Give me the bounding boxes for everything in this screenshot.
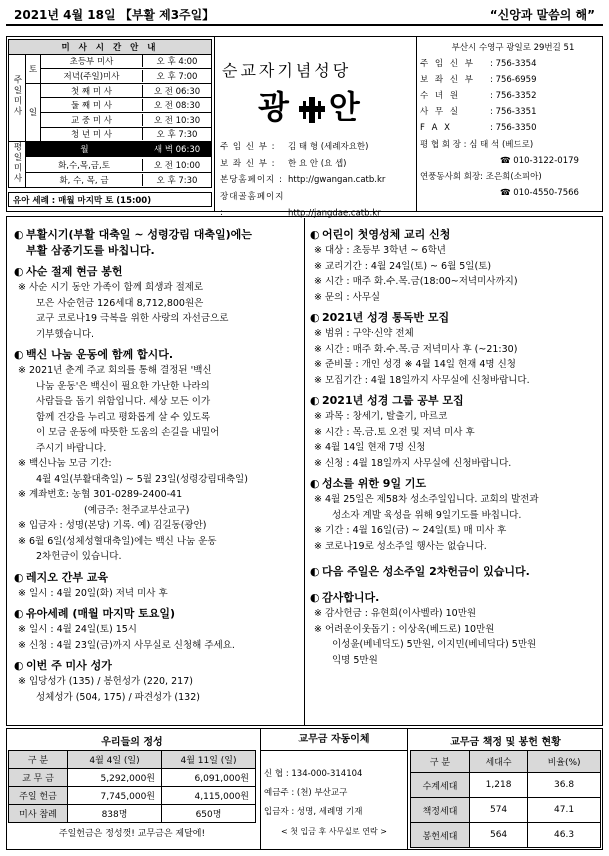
mass-name: 청 년 미 사 — [41, 128, 143, 140]
top-divider-2 — [416, 36, 417, 212]
mass-time: 오 전 06:30 — [153, 86, 201, 97]
offering-title: 우리들의 정성 — [101, 736, 163, 748]
bullet-icon: ◐ — [14, 570, 24, 584]
bottom-divider-1 — [260, 728, 261, 850]
bullet-icon: ◐ — [310, 394, 320, 407]
column-header: 4월 11일 (일) — [162, 751, 256, 769]
church-name: 순교자기념성당 — [222, 61, 352, 80]
section-vocation-prayer: ◐ 성소를 위한 9일 기도 — [310, 477, 427, 490]
header-divider — [6, 24, 603, 26]
bulletin-date: 2021년 4월 18일 【부활 제3주일】 — [14, 8, 215, 22]
table-row: 교 무 금 5,292,000원 6,091,000원 — [9, 769, 256, 787]
section-lent-offering: ◐ 사순 절제 현금 봉헌 — [14, 265, 123, 278]
table-row: 책정세대 574 47.1 — [411, 798, 601, 823]
table-row: 봉헌세대 564 46.3 — [411, 823, 601, 848]
bullet-icon: ◐ — [14, 228, 24, 241]
president: 평 협 회 장 : 심 태 석 (베드로) — [420, 139, 534, 150]
section-next-sunday: ◐ 다음 주일은 성소주일 2차헌금이 있습니다. — [310, 565, 530, 578]
mass-name: 화,수,목,금,토 — [26, 159, 143, 171]
section-thanks: ◐ 감사합니다. — [310, 591, 380, 604]
top-divider-1 — [214, 36, 215, 212]
bullet-icon: ◐ — [14, 265, 24, 278]
weekday-mass-label: 평일미사 — [9, 142, 26, 188]
church-staff-list — [220, 139, 385, 222]
contact-row: 사 무 실 : 756-3351 — [420, 107, 537, 118]
bullet-icon: ◐ — [14, 607, 24, 620]
mass-name: 화, 수, 목, 금 — [26, 174, 143, 186]
mass-time: 오 후 4:00 — [156, 57, 198, 68]
bullet-icon: ◐ — [310, 228, 320, 241]
offering-footer: 주일헌금은 정성껏! 교무금은 제달에! — [58, 828, 206, 839]
sunday-mass-label: 주일미사 — [9, 54, 26, 142]
mass-time: 오 전 08:30 — [153, 101, 201, 112]
infant-baptism-note: 유아 세례 : 매월 마지막 토 (15:00) — [8, 192, 212, 207]
section-hymns: ◐ 이번 주 미사 성가 — [14, 659, 112, 672]
section-legio-training: ◐ 레지오 간부 교육 — [14, 570, 109, 584]
church-title: 광 안 — [258, 88, 366, 126]
sunday-label: 일 — [26, 83, 41, 141]
transfer-depositor: 입금자 : 성명, 세례명 기재 — [264, 807, 363, 817]
section-bible-reading: ◐ 2021년 성경 통독반 모집 — [310, 311, 450, 324]
transfer-title: 교무금 자동이체 — [298, 734, 370, 745]
column-header: 세대수 — [470, 751, 528, 773]
bullet-icon: ◐ — [310, 565, 320, 578]
transfer-note: < 첫 입금 후 사무실로 연락 > — [281, 827, 387, 836]
mass-name: 둘 째 미 사 — [41, 99, 143, 111]
mass-name: 초등부 미사 — [41, 55, 143, 67]
section-bible-study: ◐ 2021년 성경 그룹 공부 모집 — [310, 394, 464, 407]
bulletin-motto: “신앙과 말씀의 해” — [489, 8, 595, 22]
mass-time: 오 전 10:00 — [153, 160, 201, 171]
president-phone: ☎ 010-3122-0179 — [500, 155, 579, 166]
column-divider — [304, 218, 305, 726]
offering-table — [8, 730, 256, 841]
homepage-row: 장대골홈페이지 : http://jangdae.catb.kr — [220, 191, 381, 218]
address: 부산시 수영구 광일로 29번길 51 — [451, 43, 575, 53]
mass-schedule-table — [8, 39, 212, 188]
mass-name: 저녁(주일)미사 — [41, 70, 143, 82]
mass-schedule-title: 미 사 시 간 안 내 — [9, 40, 212, 55]
contact-row: 수 녀 원 : 756-3352 — [420, 91, 537, 102]
mass-time: 새 벽 06:30 — [153, 145, 201, 156]
mass-name: 첫 째 미 사 — [41, 85, 143, 97]
mass-time: 오 전 10:30 — [153, 115, 201, 126]
bullet-icon: ◐ — [310, 591, 320, 604]
column-header: 4월 4일 (일) — [68, 751, 162, 769]
table-row: 수계세대 1,218 36.8 — [411, 773, 601, 798]
right-column: ◐ 어린이 첫영성체 교리 신청 ※ 대상 : 초등부 3학년 ~ 6학년 ※ 교리기간 : 4월 24일(토) ~ 6월 5일(토) ※ 시간 : 매주 화.수.목.금(18:00~저녁미사까지) ※ 문의 : 사무실 ◐ 2021년 성경 통독반 모집 ※ 범위 : 구약·신약 전체 ※ 시간 : 매주 화.수.목.금 저녁미사 후 (~21:30) ※ 준비물 : 개인 성경 ※ 4월 14일 현재 4명 신청 ※ 모집기간 : 4월 18일까지 사무실에 신청바랍니다. ◐ 2021년 성경 그룹 공부 모집 ※ 과목 : 창세기, 탈출기, 마르코 ※ 시간 : 목.금.토 오전 및 저녁 미사 후 ※ 4월 14일 현재 7명 신청 ※ 신청 : 4월 18일까지 사무실에 신청바랍니다. ◐ 성소를 위한 9일 기도 ※ 4월 25일은 제58차 성소주일입니다. 교회의 발전과 성소자 계발 육성을 위해 9일기도를 바칩니다. ※ 기간 : 4월 16일(금) ~ 24일(토) 매 미사 후 ※ 코로나19로 성소주일 행사는 없습니다. ◐ 다음 주일은 성소주일 2차헌금이 있습니다. ◐ 감사합니다. ※ 감사헌금 : 유현희(이사벨라) 10만원 ※ 어려운이웃돕기 : 이상옥(베드로) 10만원 이성윤(베네딕도) 5만원, 이지민(베네딕다) 5만원 익명 5만원 — [310, 222, 605, 668]
mass-time: 오 후 7:30 — [156, 130, 198, 141]
column-header: 구 분 — [9, 751, 68, 769]
section-vaccine-sharing: ◐ 백신 나눔 운동에 함께 합시다. — [14, 348, 174, 361]
youth-president: 연풍동사회 회장: 조은희(소피아) — [420, 171, 542, 182]
mass-name: 월 — [80, 145, 89, 156]
youth-phone: ☎ 010-4550-7566 — [500, 187, 579, 198]
table-row: 미사 참례 838명 650명 — [9, 805, 256, 823]
staff-row: 보 좌 신 부 : 한 요 안 (요 셉) — [220, 158, 347, 169]
contact-row: 주 임 신 부 : 756-3354 — [420, 59, 537, 70]
mass-time: 오 후 7:00 — [156, 71, 198, 82]
transfer-holder: 예금주 : (천) 부산교구 — [264, 788, 348, 798]
section-first-communion: ◐ 어린이 첫영성체 교리 신청 — [310, 228, 451, 241]
homepage-row: 본당홈페이지 : http://gwangan.catb.kr — [220, 175, 386, 185]
staff-row: 주 임 신 부 : 김 태 형 (세례자요한) — [220, 142, 369, 152]
saturday-label: 토 — [26, 54, 41, 83]
table-row: 주일 헌금 7,745,000원 4,115,000원 — [9, 787, 256, 805]
bullet-icon: ◐ — [310, 477, 320, 490]
homepage-link[interactable]: http://jangdae.catb.kr — [288, 208, 381, 218]
contact-info — [420, 40, 606, 201]
column-header: 구 분 — [411, 751, 470, 773]
section-easter-prayer: ◐ 부활시기(부활 대축일 ~ 성령강림 대축일)에는 — [14, 228, 252, 241]
bullet-icon: ◐ — [310, 311, 320, 324]
cross-logo-icon — [297, 95, 327, 125]
homepage-link[interactable]: http://gwangan.catb.kr — [288, 175, 386, 185]
bullet-icon: ◐ — [14, 659, 24, 672]
mass-name: 교 중 미 사 — [41, 114, 143, 126]
column-header: 비율(%) — [528, 751, 601, 773]
bullet-icon: ◐ — [14, 348, 24, 361]
mass-time: 오 후 7:30 — [156, 175, 198, 186]
bottom-divider-2 — [407, 728, 408, 850]
transfer-bank: 신 협 : 134-000-314104 — [264, 769, 363, 779]
section-infant-baptism: ◐ 유아세례 (매월 마지막 토요일) — [14, 607, 176, 620]
contact-row: 보 좌 신 부 : 756-6959 — [420, 75, 537, 86]
contact-row: F A X : 756-3350 — [420, 123, 537, 134]
ratio-table — [410, 730, 601, 848]
left-column: ◐ 부활시기(부활 대축일 ~ 성령강림 대축일)에는 부활 삼종기도를 바칩니다. ◐ 사순 절제 현금 봉헌 ※ 사순 시기 동안 가족이 함께 희생과 절제로 모은 사순헌금 126세대 8,712,800원은 교구 코로나19 극복을 위한 사랑의 자선금으로 기부했습니다. ◐ 백신 나눔 운동에 함께 합시다. ※ 2021년 춘계 주교 회의를 통해 결정된 '백신 나눔 운동'은 백신이 필요한 가난한 나라의 사람들을 돕기 위함입니다. 세상 모든 이가 함께 건강을 누리고 평화롭게 살 수 있도록 이 모금 운동에 따뜻한 도움의 손길을 내밀어 주시기 바랍니다. ※ 백신나눔 모금 기간: 4월 4일(부활대축일) ~ 5월 23일(성령강림대축일) ※ 계좌번호: 농협 301-0289-2400-41 (예금주: 천주교부산교구) ※ 입금자 : 성명(본당) 기록. 예) 김길동(광안) ※ 6월 6일(성체성혈대축일)에는 백신 나눔 운동 2차헌금이 있습니다. ◐ 레지오 간부 교육 ※ 일시 : 4월 20일(화) 저녁 미사 후 ◐ 유아세례 (매월 마지막 토요일) ※ 일시 : 4월 24일(토) 15시 ※ 신청 : 4월 23일(금)까지 사무실로 신청해 주세요. ◐ 이번 주 미사 성가 ※ 입당성가 (135) / 봉헌성가 (220, 217) 성체성가 (504, 175) / 파견성가 (132) — [14, 222, 301, 705]
ratio-title: 교무금 책정 및 봉헌 현황 — [450, 736, 561, 748]
auto-transfer-box — [264, 730, 404, 841]
